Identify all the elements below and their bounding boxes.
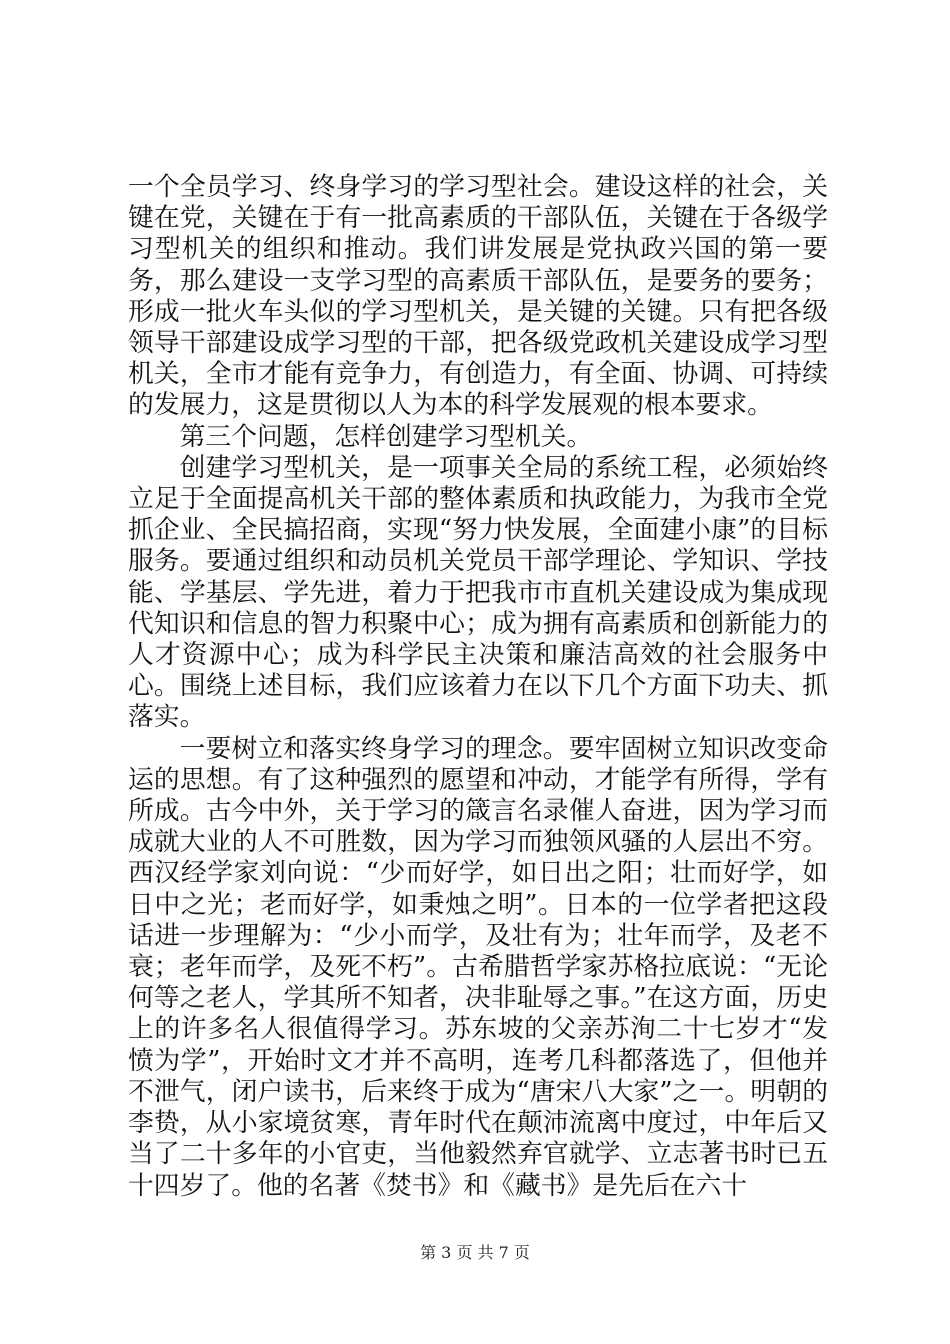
document-body (128, 172, 828, 1202)
paragraph-continued: 一个全员学习、终身学习的学习型社会。建设这样的社会，关键在党，关键在于有一批高素质的干部队伍，关键在于各级学习型机关的组织和推动。我们讲发展是党执政兴国的第一要务，那么建设一支学习型的高素质干部队伍，是要务的要务；形成一批火车头似的学习型机关，是关键的关键。只有把各级领导干部建设成学习型的干部，把各级党政机关建设成学习型机关，全市才能有竞争力，有创造力，有全面、协调、可持续的发展力，这是贯彻以人为本的科学发展观的根本要求。 (128, 172, 828, 421)
paragraph-section-heading: 第三个问题，怎样创建学习型机关。 (179, 421, 593, 452)
paragraph-goals: 创建学习型机关，是一项事关全局的系统工程，必须始终立足于全面提高机关干部的整体素质和执政能力，为我市全党抓企业、全民搞招商，实现“努力快发展，全面建小康”的目标服务。要通过组织和动员机关党员干部学理论、学知识、学技能、学基层、学先进，着力于把我市市直机关建设成为集成现代知识和信息的智力积聚中心；成为拥有高素质和创新能力的人才资源中心；成为科学民主决策和廉洁高效的社会服务中心。围绕上述目标，我们应该着力在以下几个方面下功夫、抓落实。 (128, 452, 828, 733)
paragraph-lifelong-learning: 一要树立和落实终身学习的理念。要牢固树立知识改变命运的思想。有了这种强烈的愿望和冲动，才能学有所得，学有所成。古今中外，关于学习的箴言名录催人奋进，因为学习而成就大业的人不可胜数，因为学习而独领风骚的人层出不穷。西汉经学家刘向说：“少而好学，如日出之阳；壮而好学，如日中之光；老而好学，如秉烛之明”。日本的一位学者把这段话进一步理解为：“少小而学，及壮有为；壮年而学，及老不衰；老年而学，及死不朽”。古希腊哲学家苏格拉底说：“无论何等之老人，学其所不知者，决非耻辱之事。”在这方面，历史上的许多名人很值得学习。苏东坡的父亲苏洵二十七岁才“发愤为学”，开始时文才并不高明，连考几科都落选了，但他并不泄气，闭户读书，后来终于成为“唐宋八大家”之一。明朝的李贽，从小家境贫寒，青年时代在颠沛流离中度过，中年后又当了二十多年的小官吏，当他毅然弃官就学、立志著书时已五十四岁了。他的名著《焚书》和《藏书》是先后在六十 (128, 733, 828, 1201)
page-number-footer: 第 3 页 共 7 页 (420, 1243, 530, 1262)
